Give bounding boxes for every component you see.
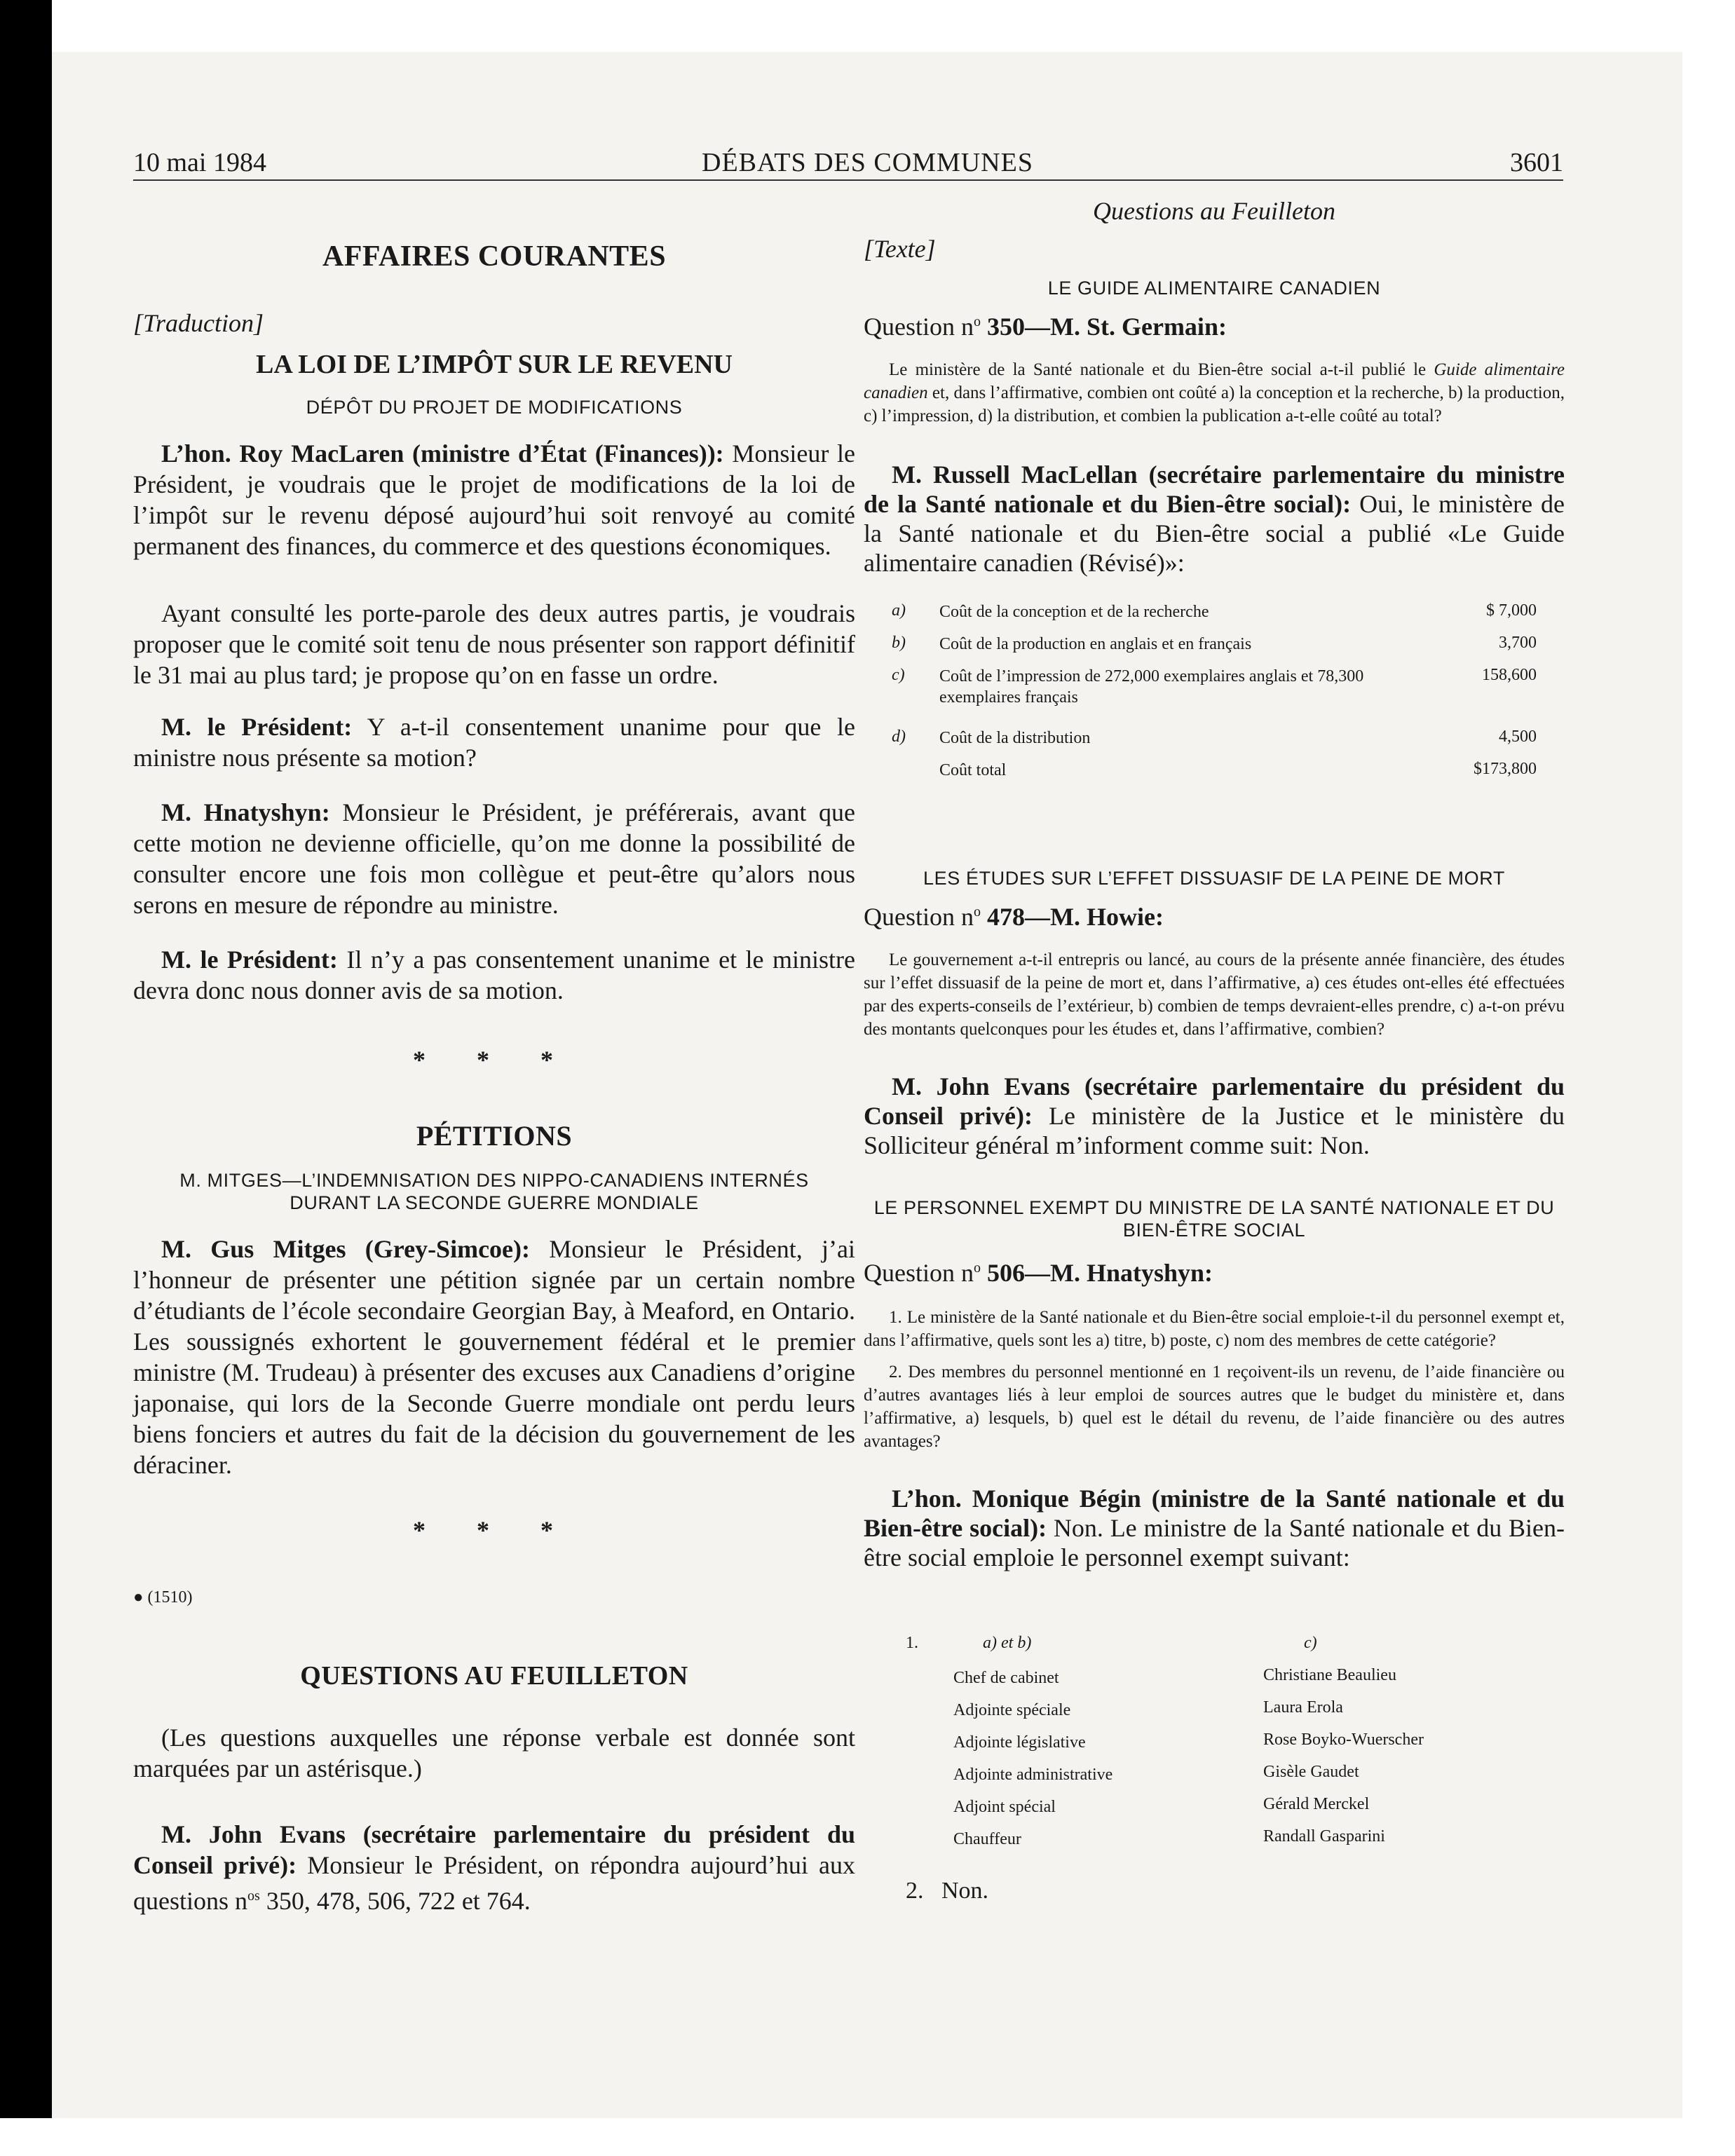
traduction-tag: [Traduction] [133,309,264,337]
section-title-petitions: PÉTITIONS [416,1120,573,1152]
staff-name: Rose Boyko-Wuerscher [1263,1731,1424,1749]
heading-personnel-exempt: LE PERSONNEL EXEMPT DU MINISTRE DE LA SANTÉ NATIONALE ET DU BIEN-ÊTRE SOCIAL [873,1197,1555,1241]
question-text-part: et, dans l’affirmative, combien ont coûté a) la conception et la recherche, b) la production, c) l’impression, d) la distribution, et combien la publication a-t-elle coûté au total? [864,383,1565,425]
question-506-text-1: 1. Le ministère de la Santé nationale et du Bien-être social emploie-t-il du personnel exempt et, dans l’affirmative, quels sont les a) titre, b) poste, c) nom des membres de cette catégorie? [864,1308,1565,1350]
running-title: Questions au Feuilleton [1093,197,1335,225]
cost-value: 4,500 [1499,728,1537,746]
staff-name: Gérald Merckel [1263,1795,1370,1813]
heading-guide-alimentaire: LE GUIDE ALIMENTAIRE CANADIEN [1047,278,1381,299]
staff-title: Chef de cabinet [953,1669,1059,1687]
answer-2: 2. Non. [906,1878,989,1904]
question-text-italic: Guide alimentaire canadien [864,360,1565,402]
speech-evans: Monsieur le Président, on répondra aujourd’hui aux questions n [133,1851,855,1915]
paragraph-evans [133,1819,855,1916]
question-label: Question n [864,903,974,931]
staff-name: Gisèle Gaudet [1263,1763,1359,1781]
section-separator: * * * [413,1046,576,1074]
cost-label: Coût de la production en anglais et en français [939,635,1252,653]
speaker-mitges: M. Gus Mitges (Grey-Simcoe): [161,1235,531,1263]
speaker-evans: M. John Evans (secrétaire parlementaire du président du Conseil privé): [864,1072,1565,1130]
cost-label: Coût de la distribution [939,729,1091,747]
question-478-title [864,902,1565,932]
question-label: Question n [864,1259,974,1287]
cost-value: $ 7,000 [1486,601,1537,620]
cost-letter: b) [892,634,906,652]
header-date: 10 mai 1984 [133,148,266,177]
texte-tag: [Texte] [864,235,936,263]
section-title-affaires: AFFAIRES COURANTES [322,240,667,273]
speaker-president: M. le Président: [161,946,338,974]
staff-title: Chauffeur [953,1830,1021,1848]
list-number: 1. [906,1634,918,1652]
time-marker: ● (1510) [133,1588,193,1606]
petition-subtitle: M. MITGES—L’INDEMNISATION DES NIPPO-CANADIENS INTERNÉS DURANT LA SECONDE GUERRE MONDIALE [179,1170,809,1213]
paragraph-maclaren [133,438,855,561]
header-rule [133,179,1563,181]
question-number-author: 478—M. Howie: [981,903,1164,931]
question-506-title [864,1258,1565,1288]
cost-value: 3,700 [1499,634,1537,652]
speech-evans: Le ministère de la Justice et le ministère du Solliciteur général m’informent comme suit: Non. [864,1102,1565,1159]
speech-president: Il n’y a pas consentement unanime et le ministre devra donc nous donner avis de sa motion. [133,946,856,1004]
speech-evans-end: 350, 478, 506, 722 et 764. [259,1887,531,1915]
paragraph-asterisk-note: (Les questions auxquelles une réponse verbale est donnée sont marquées par un astérisque.) [133,1724,855,1782]
cost-letter: a) [892,601,906,620]
superscript: o [974,904,981,920]
question-350-text [864,358,1565,428]
staff-name: Laura Erola [1263,1698,1343,1717]
speech-begin: Non. Le ministre de la Santé nationale et du Bien-être social emploie le personnel exempt suivant: [864,1514,1565,1571]
staff-title: Adjointe spéciale [953,1701,1071,1719]
paragraph-president-2 [133,944,855,1006]
question-number-author: 506—M. Hnatyshyn: [981,1259,1213,1287]
question-478-text: Le gouvernement a-t-il entrepris ou lancé, au cours de la présente année financière, des études sur l’effet dissuasif de la peine de mort et, dans l’affirmative, a) ces études ont-elles été effectuées par des experts-conseils de l’extérieur, b) combien de temps devraient-elles prendre, c) a-t-on prévu des montants quelconques pour les études et, dans l’affirmative, combien? [864,950,1565,1039]
cost-table [864,601,1565,805]
subsection-subtitle: DÉPÔT DU PROJET DE MODIFICATIONS [306,397,683,418]
speech-president: Y a-t-il consentement unanime pour que le ministre nous présente sa motion? [133,713,856,772]
staff-title: Adjointe législative [953,1733,1086,1752]
superscript: o [974,314,981,329]
staff-name: Christiane Beaulieu [1263,1666,1396,1684]
speaker-begin: L’hon. Monique Bégin (ministre de la Santé nationale et du Bien-être social): [864,1485,1565,1542]
speaker-hnatyshyn: M. Hnatyshyn: [161,798,330,826]
superscript: o [974,1260,981,1276]
question-text-part: Le ministère de la Santé nationale et du Bien-être social a-t-il publié le [889,360,1434,379]
question-350-title [864,312,1565,341]
staff-title: Adjoint spécial [953,1798,1056,1816]
paragraph-consultation: Ayant consulté les porte-parole des deux autres partis, je voudrais proposer que le comité soit tenu de nous présenter son rapport définitif le 31 mai au plus tard; je propose qu’on en fasse un ordre. [133,599,855,689]
paragraph-president-1 [133,711,855,773]
cost-letter: d) [892,728,906,746]
header-title: DÉBATS DES COMMUNES [702,148,1033,177]
cost-label: Coût de l’impression de 272,000 exemplaires anglais et 78,300 exemplaires français [939,667,1364,707]
answer-evans [864,1072,1565,1160]
question-506-text-2: 2. Des membres du personnel mentionné en 1 reçoivent-ils un revenu, de l’aide financière ou d’autres avantages liés à leur emploi de sources autres que le budget du ministère et, dans l’affirmative, a) lesquels, b) quel est le détail du revenu, de l’aide financière ou des autres avantages? [864,1363,1565,1451]
right-column [864,186,1565,1914]
question-label: Question n [864,313,974,341]
staff-title: Adjointe administrative [953,1766,1113,1784]
section-separator: * * * [413,1516,576,1544]
paragraph-hnatyshyn [133,797,855,920]
paragraph-mitges [133,1234,855,1480]
scan-border [0,0,52,2156]
speech-mitges: Monsieur le Président, j’ai l’honneur de présenter une pétition signée par un certain nombre d’étudiants de l’école secondaire Georgian Bay, à Meaford, en Ontario. Les soussignés exhortent le gouvernement fédéral et le premier ministre (M. Trudeau) à présenter des excuses aux Canadiens d’origine japonaise, qui lors de la Seconde Guerre mondiale ont perdu leurs biens fonciers et autres du fait de la décision du gouvernement de les déraciner. [133,1235,856,1479]
staff-name: Randall Gasparini [1263,1827,1385,1845]
speaker-evans: M. John Evans (secrétaire parlementaire du président du Conseil privé): [133,1820,855,1879]
staff-list [864,1634,1565,1914]
speaker-maclellan: M. Russell MacLellan (secrétaire parlementaire du ministre de la Santé nationale et du Bien-être social): [864,460,1565,518]
speech-maclaren: Monsieur le Président, je voudrais que le projet de modifications de la loi de l’impôt sur le revenu déposé aujourd’hui soit renvoyé au comité permanent des finances, du commerce et des questions économiques. [133,439,856,560]
speech-hnatyshyn: Monsieur le Président, je préférerais, avant que cette motion ne devienne officielle, qu’on me donne la possibilité de consulter encore une fois mon collègue et peut-être qu’alors nous serons en mesure de répondre au ministre. [133,798,855,919]
column-header-name: c) [1304,1634,1317,1652]
question-number-author: 350—M. St. Germain: [981,313,1227,341]
answer-begin [864,1484,1565,1572]
cost-label: Coût total [939,761,1007,779]
left-column [133,186,855,1916]
cost-label: Coût de la conception et de la recherche [939,603,1209,621]
heading-peine-de-mort: LES ÉTUDES SUR L’EFFET DISSUASIF DE LA PEINE DE MORT [923,868,1505,889]
header-page-number: 3601 [1510,148,1563,177]
speaker-maclaren: L’hon. Roy MacLaren (ministre d’État (Finances)): [161,439,724,468]
cost-value: $173,800 [1474,760,1537,778]
speaker-president: M. le Président: [161,713,353,741]
column-header-title: a) et b) [983,1634,1032,1652]
subsection-title-impot: LA LOI DE L’IMPÔT SUR LE REVENU [256,350,733,379]
speech-maclellan: Oui, le ministère de la Santé nationale et du Bien-être social a publié «Le Guide alimentaire canadien (Révisé)»: [864,490,1565,577]
cost-value: 158,600 [1482,666,1537,684]
superscript-numeros: os [247,1888,260,1904]
cost-letter: c) [892,666,905,684]
answer-maclellan [864,460,1565,578]
scan-margin-bottom [0,2118,1735,2156]
section-title-questions: QUESTIONS AU FEUILLETON [300,1661,688,1691]
